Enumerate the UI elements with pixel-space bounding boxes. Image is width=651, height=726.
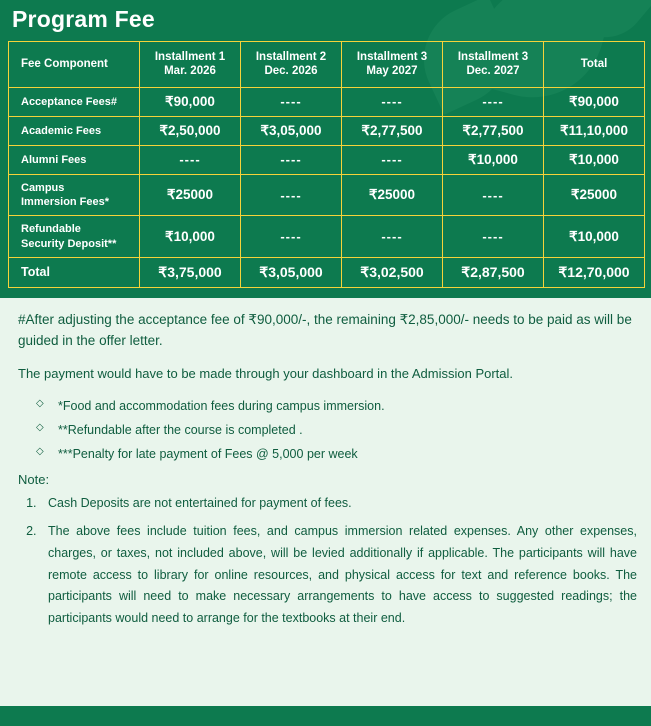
row-cell: ----	[241, 216, 342, 258]
notes-numbered-list	[18, 493, 637, 630]
list-item: 2. The above fees include tuition fees, and campus immersion related expenses. Any other expenses, charges, or taxes, not included above, will be levied additionally if applicable. The participants will have remote access to library for online resources, and physical access for text and reference books. The participants will need to make necessary arrangements to have access to suggested readings; the participants would need to arrange for the textbooks at their end.	[40, 521, 637, 630]
row-label: Campus Immersion Fees*	[9, 174, 140, 216]
row-cell: ₹90,000	[140, 87, 241, 116]
column-header-line1: Total	[580, 58, 608, 71]
row-cell: ----	[342, 87, 443, 116]
note-paragraph-acceptance-fee: #After adjusting the acceptance fee of ₹90,000/-, the remaining ₹2,85,000/- needs to be paid as will be guided in the offer letter.	[18, 311, 632, 348]
row-cell: ₹10,000	[443, 145, 544, 174]
row-cell: ----	[140, 145, 241, 174]
column-header-line2: Dec. 2027	[466, 65, 520, 78]
row-cell: ----	[443, 87, 544, 116]
row-cell-total: ₹10,000	[544, 145, 645, 174]
column-header-line1: Installment 2	[255, 51, 327, 63]
column-header-installment-2	[241, 42, 342, 88]
column-header-line2: May 2027	[366, 65, 418, 78]
row-cell: ----	[342, 145, 443, 174]
row-label: Acceptance Fees#	[9, 87, 140, 116]
total-row-cell: ₹3,75,000	[140, 257, 241, 287]
fee-table-header	[9, 42, 645, 88]
note-heading: Note:	[18, 471, 50, 487]
column-header-total	[544, 42, 645, 88]
row-label: Academic Fees	[9, 116, 140, 145]
row-cell-total: ₹90,000	[544, 87, 645, 116]
total-row-cell: ₹3,05,000	[241, 257, 342, 287]
column-header-line1: Installment 3	[356, 51, 428, 63]
row-label: Refundable Security Deposit**	[9, 216, 140, 258]
table-header-row	[9, 42, 645, 88]
row-cell: ----	[443, 216, 544, 258]
page-title: Program Fee	[12, 6, 155, 32]
row-cell: ₹25000	[342, 174, 443, 216]
column-header-line1: Installment 1	[154, 51, 226, 63]
row-cell: ----	[443, 174, 544, 216]
list-item: ◇ **Refundable after the course is completed .	[36, 420, 637, 440]
column-header-installment-3-may	[342, 42, 443, 88]
table-row	[9, 116, 645, 145]
row-cell-total: ₹10,000	[544, 216, 645, 258]
list-item: ◇ *Food and accommodation fees during campus immersion.	[36, 396, 637, 416]
column-header-line1: Installment 3	[457, 51, 529, 63]
row-cell: ₹2,50,000	[140, 116, 241, 145]
notes-bullet-list	[18, 396, 637, 464]
column-header-line2: Dec. 2026	[264, 65, 318, 78]
column-header-line1: Fee Component	[21, 58, 108, 71]
program-fee-table	[8, 41, 645, 288]
row-cell: ₹2,77,500	[443, 116, 544, 145]
table-row	[9, 87, 645, 116]
row-cell: ₹25000	[140, 174, 241, 216]
row-cell-total: ₹11,10,000	[544, 116, 645, 145]
fee-table-body	[9, 87, 645, 287]
total-row-cell-grand: ₹12,70,000	[544, 257, 645, 287]
total-row-cell: ₹2,87,500	[443, 257, 544, 287]
row-cell: ----	[241, 145, 342, 174]
column-header-installment-3-dec	[443, 42, 544, 88]
notes-section	[0, 298, 651, 706]
column-header-line2: Mar. 2026	[164, 65, 216, 78]
row-cell: ₹10,000	[140, 216, 241, 258]
table-row	[9, 216, 645, 258]
column-header-fee-component	[9, 42, 140, 88]
list-item: 1. Cash Deposits are not entertained for payment of fees.	[40, 493, 637, 515]
total-row-cell: ₹3,02,500	[342, 257, 443, 287]
column-header-installment-1	[140, 42, 241, 88]
row-cell: ----	[241, 87, 342, 116]
fee-table-container	[8, 41, 645, 288]
row-cell: ----	[342, 216, 443, 258]
table-row	[9, 145, 645, 174]
row-cell: ₹2,77,500	[342, 116, 443, 145]
table-row	[9, 174, 645, 216]
list-item: ◇ ***Penalty for late payment of Fees @ 5,000 per week	[36, 444, 637, 464]
total-row-label: Total	[9, 257, 140, 287]
row-cell-total: ₹25000	[544, 174, 645, 216]
table-total-row	[9, 257, 645, 287]
row-cell: ₹3,05,000	[241, 116, 342, 145]
note-paragraph-payment: The payment would have to be made through your dashboard in the Admission Portal.	[18, 365, 514, 381]
row-label: Alumni Fees	[9, 145, 140, 174]
row-cell: ----	[241, 174, 342, 216]
